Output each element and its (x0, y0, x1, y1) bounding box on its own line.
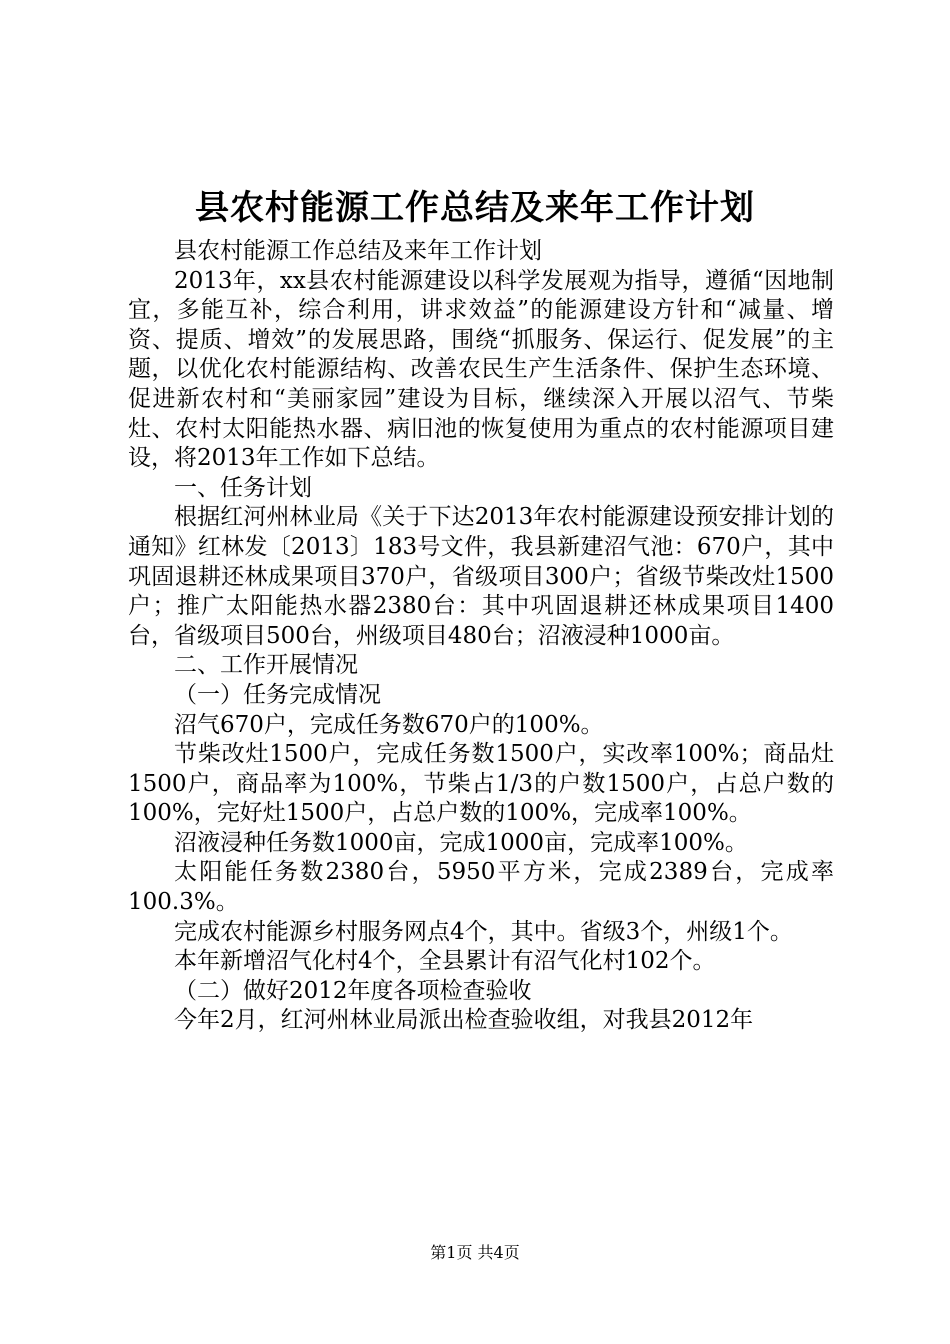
paragraph: 今年2月，红河州林业局派出检查验收组，对我县2012年 (174, 1007, 754, 1034)
paragraph: 根据红河州林业局《关于下达2013年农村能源建设预安排计划的通知》红林发〔2013〕183号文件，我县新建沼气池：670户，其中巩固退耕还林成果项目370户，省级项目300户；省级节柴改灶1500户；推广太阳能热水器2380台：其中巩固退耕还林成果项目1400台，省级项目500台，州级项目480台；沼液浸种1000亩。 (128, 504, 834, 649)
paragraph: 县农村能源工作总结及来年工作计划 (174, 238, 542, 264)
paragraph: 完成农村能源乡村服务网点4个，其中。省级3个，州级1个。 (174, 918, 793, 945)
paragraph: 太阳能任务数2380台，5950平方米，完成2389台，完成率100.3%。 (128, 859, 834, 916)
paragraph: 节柴改灶1500户，完成任务数1500户，实改率100%；商品灶1500户，商品率为100%，节柴占1/3的户数1500户，占总户数的100%，完好灶1500户，占总户数的100%，完成率100%。 (128, 741, 834, 827)
paragraph: 沼气670户，完成任务数670户的100%。 (174, 711, 604, 738)
page-footer: 第1页 共4页 (430, 1243, 520, 1262)
paragraph: 本年新增沼气化村4个，全县累计有沼气化村102个。 (174, 948, 716, 975)
subsection-heading: （一）任务完成情况 (174, 681, 381, 708)
section-heading: 二、工作开展情况 (174, 652, 358, 679)
paragraph: 2013年，xx县农村能源建设以科学发展观为指导，遵循“因地制宜，多能互补，综合利用，讲求效益”的能源建设方针和“减量、增资、提质、增效”的发展思路，围绕“抓服务、保运行、促发展”的主题，以优化农村能源结构、改善农民生产生活条件、保护生态环境、促进新农村和“美丽家园”建设为目标，继续深入开展以沼气、节柴灶、农村太阳能热水器、病旧池的恢复使用为重点的农村能源项目建设，将2013年工作如下总结。 (128, 267, 834, 472)
document-body (128, 237, 834, 1036)
section-heading: 一、任务计划 (174, 474, 312, 501)
subsection-heading: （二）做好2012年度各项检查验收 (174, 977, 532, 1004)
document-title: 县农村能源工作总结及来年工作计划 (195, 188, 755, 228)
paragraph: 沼液浸种任务数1000亩，完成1000亩，完成率100%。 (174, 829, 748, 856)
